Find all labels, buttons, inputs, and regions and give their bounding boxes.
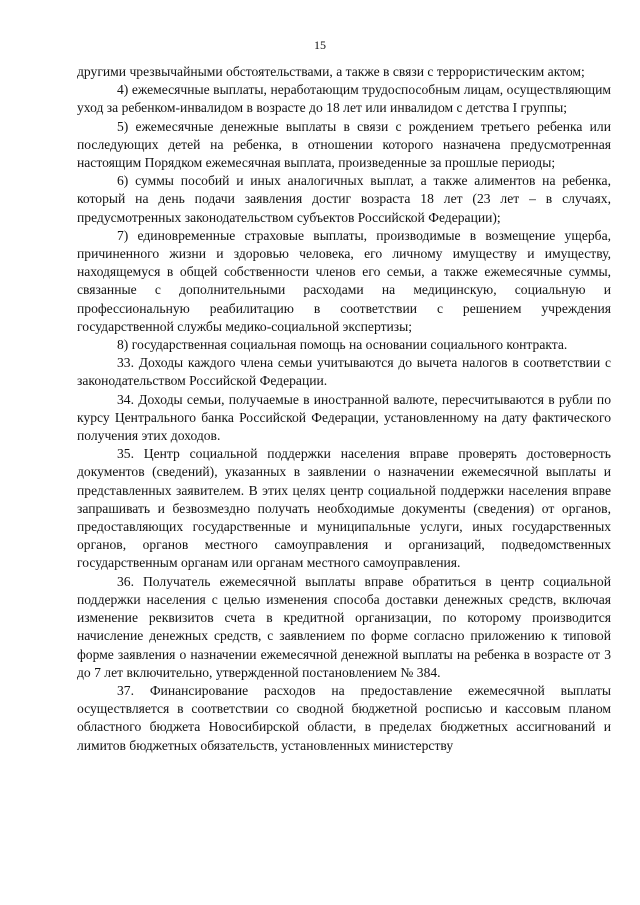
list-item-4: 4) ежемесячные выплаты, неработающим трудоспособным лицам, осуществляющим уход за ребенком-инвалидом в возрасте до 18 лет или инвалидом с детства I группы; — [77, 82, 611, 116]
page-number: 15 — [314, 38, 326, 52]
clause-34: 34. Доходы семьи, получаемые в иностранной валюте, пересчитываются в рубли по курсу Центрального банка Российской Федерации, установленному на дату фактического получения этих доходов. — [77, 391, 611, 444]
clause-37: 37. Финансирование расходов на предоставление ежемесячной выплаты осуществляется в соответствии со сводной бюджетной росписью и кассовым планом областного бюджета Новосибирской области, в пределах бюджетных ассигнований и лимитов бюджетных обязательств, установленных министерству — [77, 682, 611, 753]
list-item-7: 7) единовременные страховые выплаты, производимые в возмещение ущерба, причиненного жизни и здоровью человека, его личному имуществу и имуществу, находящемуся в общей собственности членов его семьи, а также ежемесячные суммы, связанные с дополнительными расходами на медицинскую, социальную и профессиональную реабилитацию в соответствии с решением учреждения государственной службы медико-социальной экспертизы; — [77, 227, 611, 334]
paragraph-continuation: другими чрезвычайными обстоятельствами, а также в связи с террористическим актом; — [77, 64, 585, 79]
clause-33: 33. Доходы каждого члена семьи учитываются до вычета налогов в соответствии с законодательством Российской Федерации. — [77, 355, 611, 389]
list-item-5: 5) ежемесячные денежные выплаты в связи с рождением третьего ребенка или последующих детей на ребенка, в отношении которого назначена предусмотренная настоящим Порядком ежемесячная выплата, произведенные за прошлые периоды; — [77, 118, 611, 171]
list-item-8: 8) государственная социальная помощь на основании социального контракта. — [117, 337, 568, 353]
clause-36: 36. Получатель ежемесячной выплаты вправе обратиться в центр социальной поддержки населения с целью изменения способа доставки денежных средств, включая изменение реквизитов счета в кредитной организации, по которому производится начисление денежных средств, с заявлением по форме согласно приложению к типовой форме заявления о назначении ежемесячной денежной выплаты на ребенка в возрасте от 3 до 7 лет включительно, утвержденной постановлением № 384. — [77, 573, 611, 680]
clause-35: 35. Центр социальной поддержки населения вправе проверять достоверность документов (сведений), указанных в заявлении о назначении ежемесячной выплаты и представленных заявителем. В этих целях центр социальной поддержки населения вправе запрашивать и безвозмездно получать необходимые документы (сведения) от органов, предоставляющих государственные и муниципальные услуги, иных государственных органов, органов местного самоуправления и организаций, подведомственных государственным органам или органам местного самоуправления. — [77, 446, 611, 571]
document-body — [77, 63, 611, 755]
list-item-6: 6) суммы пособий и иных аналогичных выплат, а также алиментов на ребенка, который на день подачи заявления достиг возраста 18 лет (23 лет – в случаях, предусмотренных законодательством субъектов Российской Федерации); — [77, 173, 611, 225]
